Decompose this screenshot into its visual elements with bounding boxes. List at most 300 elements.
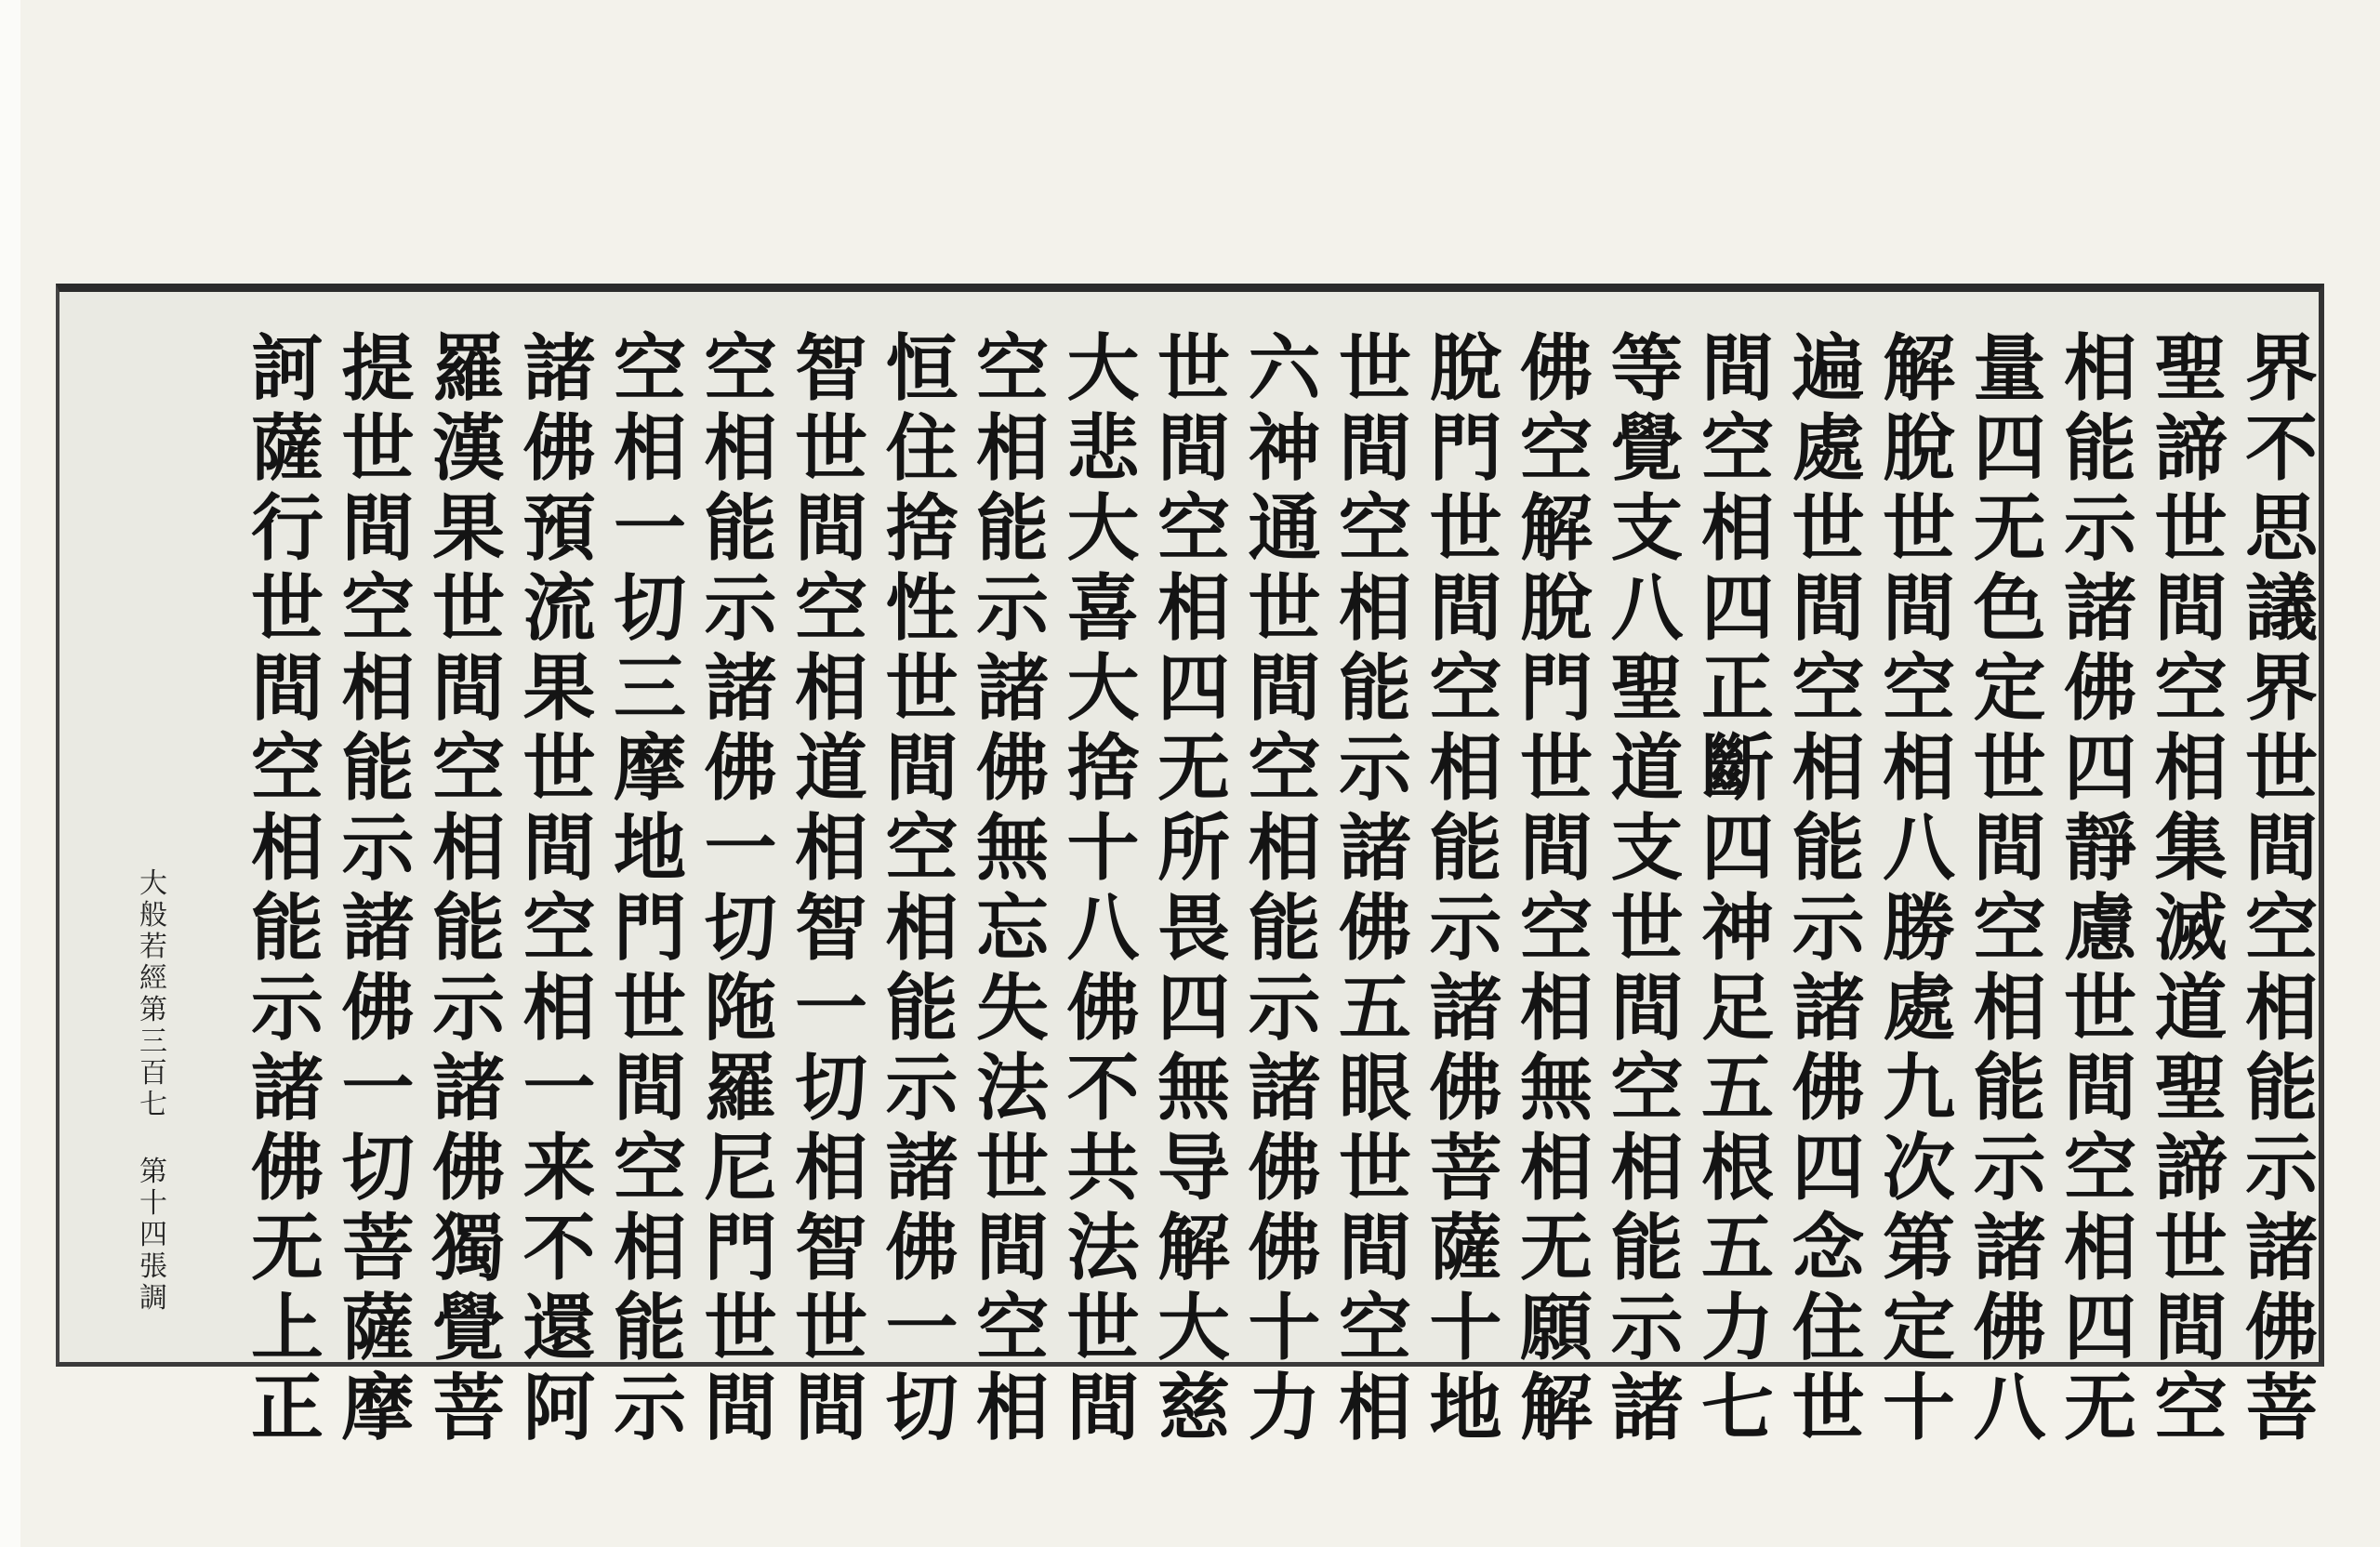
character: 相	[1700, 486, 1774, 571]
character: 示	[1429, 886, 1502, 971]
character: 解	[1882, 326, 1955, 411]
character: 悲	[1066, 406, 1140, 491]
character: 佛	[975, 726, 1049, 811]
character: 空	[1429, 646, 1502, 731]
character: 空	[1973, 886, 2046, 971]
character: 議	[2244, 566, 2318, 651]
text-column-23	[231, 326, 343, 1450]
character: 世	[1519, 726, 1593, 811]
character: 佛	[885, 1206, 959, 1290]
character: 捨	[1066, 726, 1140, 811]
colophon-character: 若	[139, 931, 167, 963]
character: 解	[1157, 1206, 1230, 1290]
character: 五	[1338, 966, 1411, 1051]
character: 諸	[1429, 966, 1502, 1051]
character: 世	[1610, 886, 1684, 971]
character: 摩	[613, 726, 686, 811]
character: 佛	[1973, 1286, 2046, 1370]
character: 世	[250, 566, 324, 651]
character: 世	[1792, 486, 1865, 571]
character: 一	[794, 966, 867, 1051]
character: 空	[1519, 406, 1593, 491]
character: 世	[1338, 326, 1411, 411]
character: 提	[341, 326, 415, 411]
character: 還	[522, 1286, 596, 1370]
character: 示	[1248, 966, 1321, 1051]
character: 地	[613, 806, 686, 891]
character: 諸	[1338, 806, 1411, 891]
character: 果	[522, 646, 596, 731]
colophon-character: 三	[139, 1025, 167, 1058]
character: 相	[2244, 966, 2318, 1051]
character: 智	[794, 886, 867, 971]
character: 无	[1519, 1206, 1593, 1290]
character: 十	[1429, 1286, 1502, 1370]
character: 相	[1248, 806, 1321, 891]
character: 念	[1792, 1206, 1865, 1290]
character: 能	[1610, 1206, 1684, 1290]
character: 間	[2063, 1046, 2136, 1130]
character: 解	[1519, 1366, 1593, 1450]
character: 能	[1429, 806, 1502, 891]
character: 世	[1066, 1286, 1140, 1370]
character: 能	[250, 886, 324, 971]
character: 空	[2063, 1126, 2136, 1210]
character: 世	[794, 406, 867, 491]
character: 切	[341, 1126, 415, 1210]
colophon-character: 調	[139, 1282, 167, 1315]
character: 能	[341, 726, 415, 811]
character: 斷	[1700, 726, 1774, 811]
character: 上	[250, 1286, 324, 1370]
character: 薩	[250, 406, 324, 491]
character: 世	[2244, 726, 2318, 811]
character: 相	[1519, 966, 1593, 1051]
character: 八	[1610, 566, 1684, 651]
character: 一	[704, 806, 777, 891]
character: 所	[1157, 806, 1230, 891]
character: 慮	[2063, 886, 2136, 971]
character: 相	[250, 806, 324, 891]
character: 薩	[341, 1286, 415, 1370]
character: 切	[794, 1046, 867, 1130]
character: 住	[1792, 1286, 1865, 1370]
character: 諸	[1248, 1046, 1321, 1130]
character: 能	[2063, 406, 2136, 491]
colophon-line	[130, 868, 177, 1315]
character: 行	[250, 486, 324, 571]
character: 薩	[1429, 1206, 1502, 1290]
character: 七	[1700, 1366, 1774, 1450]
character: 流	[522, 566, 596, 651]
character: 滅	[2154, 886, 2228, 971]
character: 脫	[1519, 566, 1593, 651]
character: 示	[250, 966, 324, 1051]
character: 定	[1973, 646, 2046, 731]
character: 神	[1700, 886, 1774, 971]
character: 示	[1338, 726, 1411, 811]
character: 恒	[885, 326, 959, 411]
colophon-sheet	[139, 1157, 167, 1283]
character: 智	[794, 326, 867, 411]
character: 色	[1973, 566, 2046, 651]
character: 一	[613, 486, 686, 571]
character: 間	[1882, 566, 1955, 651]
character: 相	[1157, 566, 1230, 651]
character: 示	[431, 966, 505, 1051]
character: 相	[1429, 726, 1502, 811]
character: 相	[885, 886, 959, 971]
character: 相	[794, 646, 867, 731]
character: 處	[1792, 406, 1865, 491]
character: 支	[1610, 806, 1684, 891]
character: 示	[704, 566, 777, 651]
character: 空	[975, 1286, 1049, 1370]
character: 間	[794, 486, 867, 571]
character: 能	[1338, 646, 1411, 731]
character: 佛	[431, 1126, 505, 1210]
character: 漢	[431, 406, 505, 491]
character: 根	[1700, 1126, 1774, 1210]
character: 相	[794, 1126, 867, 1210]
character: 相	[2063, 326, 2136, 411]
character: 間	[1700, 326, 1774, 411]
character: 間	[250, 646, 324, 731]
character: 無	[1519, 1046, 1593, 1130]
character: 佛	[1066, 966, 1140, 1051]
character: 喜	[1066, 566, 1140, 651]
character: 門	[1519, 646, 1593, 731]
character: 四	[1700, 566, 1774, 651]
character: 空	[1157, 486, 1230, 571]
character: 定	[1882, 1286, 1955, 1370]
character: 五	[1700, 1206, 1774, 1290]
character: 能	[2244, 1046, 2318, 1130]
character: 无	[1157, 726, 1230, 811]
colophon-character: 般	[139, 899, 167, 932]
character: 切	[704, 886, 777, 971]
character: 相	[613, 1206, 686, 1290]
character: 空	[431, 726, 505, 811]
character: 示	[2063, 486, 2136, 571]
character: 相	[704, 406, 777, 491]
character: 諸	[704, 646, 777, 731]
character: 正	[1700, 646, 1774, 731]
character: 佛	[2063, 646, 2136, 731]
character: 空	[1610, 1046, 1684, 1130]
character: 大	[1066, 646, 1140, 731]
character: 不	[522, 1206, 596, 1290]
character: 切	[613, 566, 686, 651]
character: 大	[1157, 1286, 1230, 1370]
character: 覺	[1610, 406, 1684, 491]
character: 菩	[2244, 1366, 2318, 1450]
character: 六	[1248, 326, 1321, 411]
character: 集	[2154, 806, 2228, 891]
character: 力	[1248, 1366, 1321, 1450]
character: 空	[2154, 1366, 2228, 1450]
character: 法	[975, 1046, 1049, 1130]
character: 世	[885, 646, 959, 731]
woodblock-print-panel	[56, 284, 2324, 1450]
colophon-character: 張	[139, 1250, 167, 1283]
character: 間	[704, 1366, 777, 1450]
character: 間	[431, 646, 505, 731]
character: 一	[885, 1286, 959, 1370]
character: 第	[1882, 1206, 1955, 1290]
character: 諸	[1792, 966, 1865, 1051]
character: 不	[1066, 1046, 1140, 1130]
character: 間	[975, 1206, 1049, 1290]
character: 預	[522, 486, 596, 571]
character: 間	[1338, 406, 1411, 491]
character: 世	[975, 1126, 1049, 1210]
character: 神	[1248, 406, 1321, 491]
character: 遍	[1792, 326, 1865, 411]
character: 界	[2244, 326, 2318, 411]
character: 空	[613, 1126, 686, 1210]
character: 共	[1066, 1126, 1140, 1210]
character: 間	[1248, 646, 1321, 731]
character: 聖	[1610, 646, 1684, 731]
character: 聖	[2154, 326, 2228, 411]
character: 畏	[1157, 886, 1230, 971]
character: 空	[341, 566, 415, 651]
character: 覺	[431, 1286, 505, 1370]
character: 相	[794, 806, 867, 891]
character: 四	[2063, 1286, 2136, 1370]
character: 空	[885, 806, 959, 891]
character: 世	[341, 406, 415, 491]
character: 正	[250, 1366, 324, 1450]
character: 羅	[431, 326, 505, 411]
character: 能	[975, 486, 1049, 571]
character: 世	[794, 1286, 867, 1370]
character: 能	[431, 886, 505, 971]
character: 能	[1248, 886, 1321, 971]
character: 諦	[2154, 1126, 2228, 1210]
character: 次	[1882, 1126, 1955, 1210]
character: 空	[1248, 726, 1321, 811]
character: 諸	[1973, 1206, 2046, 1290]
character: 五	[1700, 1046, 1774, 1130]
character: 訶	[250, 326, 324, 411]
character: 佛	[250, 1126, 324, 1210]
character: 示	[1610, 1286, 1684, 1370]
character: 間	[522, 806, 596, 891]
character: 間	[1610, 966, 1684, 1051]
character: 脫	[1882, 406, 1955, 491]
character: 四	[2063, 726, 2136, 811]
character: 示	[341, 806, 415, 891]
character: 相	[2063, 1206, 2136, 1290]
character: 世	[1973, 726, 2046, 811]
character: 間	[2154, 566, 2228, 651]
character: 處	[1882, 966, 1955, 1051]
character: 間	[1519, 806, 1593, 891]
character: 羅	[704, 1046, 777, 1130]
character: 無	[1157, 1046, 1230, 1130]
character: 獨	[431, 1206, 505, 1290]
character: 四	[1700, 806, 1774, 891]
character: 示	[613, 1366, 686, 1450]
character: 陁	[704, 966, 777, 1051]
character: 諸	[341, 886, 415, 971]
character: 一	[522, 1046, 596, 1130]
character: 世	[704, 1286, 777, 1370]
character: 世	[431, 566, 505, 651]
character: 佛	[1248, 1206, 1321, 1290]
character: 空	[1338, 1286, 1411, 1370]
character: 眼	[1338, 1046, 1411, 1130]
character: 佛	[522, 406, 596, 491]
character: 无	[2063, 1366, 2136, 1450]
character: 示	[1792, 886, 1865, 971]
character: 相	[1519, 1126, 1593, 1210]
character: 一	[341, 1046, 415, 1130]
character: 支	[1610, 486, 1684, 571]
character: 佛	[341, 966, 415, 1051]
character: 佛	[1519, 326, 1593, 411]
character: 导	[1157, 1126, 1230, 1210]
character: 佛	[704, 726, 777, 811]
character: 性	[885, 566, 959, 651]
character: 失	[975, 966, 1049, 1051]
character: 地	[1429, 1366, 1502, 1450]
character: 力	[1700, 1286, 1774, 1370]
character: 間	[613, 1046, 686, 1130]
character: 九	[1882, 1046, 1955, 1130]
colophon-character: 第	[139, 1156, 167, 1188]
character: 世	[1792, 1366, 1865, 1450]
character: 佛	[1792, 1046, 1865, 1130]
character: 世	[1157, 326, 1230, 411]
colophon-character: 經	[139, 962, 167, 995]
character: 世	[1882, 486, 1955, 571]
character: 摩	[341, 1366, 415, 1450]
character: 願	[1519, 1286, 1593, 1370]
character: 相	[2154, 726, 2228, 811]
character: 世	[1338, 1126, 1411, 1210]
character: 菩	[431, 1366, 505, 1450]
character: 示	[2244, 1126, 2318, 1210]
character: 相	[975, 1366, 1049, 1450]
character: 慈	[1157, 1366, 1230, 1450]
colophon-character: 第	[139, 994, 167, 1026]
colophon-character: 四	[139, 1219, 167, 1251]
character: 空	[613, 326, 686, 411]
character: 世	[522, 726, 596, 811]
character: 思	[2244, 486, 2318, 571]
colophon-character: 大	[139, 867, 167, 900]
character: 四	[1157, 646, 1230, 731]
colophon-character: 七	[139, 1089, 167, 1121]
character: 間	[2154, 1286, 2228, 1370]
character: 空	[975, 326, 1049, 411]
character: 八	[1066, 886, 1140, 971]
character: 佛	[1429, 1046, 1502, 1130]
page-edge	[0, 0, 20, 1547]
character: 間	[2244, 806, 2318, 891]
character: 諸	[2063, 566, 2136, 651]
character: 相	[1882, 726, 1955, 811]
character: 世	[2154, 1206, 2228, 1290]
character: 門	[704, 1206, 777, 1290]
colophon-character: 十	[139, 1187, 167, 1220]
character: 示	[975, 566, 1049, 651]
character: 無	[975, 806, 1049, 891]
character: 佛	[1248, 1126, 1321, 1210]
character: 脫	[1429, 326, 1502, 411]
character: 空	[1882, 646, 1955, 731]
character: 佛	[2244, 1286, 2318, 1370]
character: 十	[1248, 1286, 1321, 1370]
character: 相	[613, 406, 686, 491]
character: 捨	[885, 486, 959, 571]
character: 靜	[2063, 806, 2136, 891]
character: 世	[613, 966, 686, 1051]
character: 間	[1973, 806, 2046, 891]
character: 通	[1248, 486, 1321, 571]
character: 界	[2244, 646, 2318, 731]
character: 四	[1973, 406, 2046, 491]
character: 尼	[704, 1126, 777, 1210]
character: 諸	[522, 326, 596, 411]
character: 大	[1066, 326, 1140, 411]
character: 空	[1338, 486, 1411, 571]
character: 相	[431, 806, 505, 891]
character: 相	[1338, 566, 1411, 651]
character: 三	[613, 646, 686, 731]
character: 菩	[341, 1206, 415, 1290]
character: 无	[250, 1206, 324, 1290]
character: 相	[1973, 966, 2046, 1051]
colophon-title	[139, 868, 167, 1121]
character: 解	[1519, 486, 1593, 571]
character: 空	[1700, 406, 1774, 491]
character: 空	[522, 886, 596, 971]
character: 等	[1610, 326, 1684, 411]
character: 空	[250, 726, 324, 811]
colophon-character: 百	[139, 1057, 167, 1090]
character: 相	[1338, 1366, 1411, 1450]
character: 菩	[1429, 1126, 1502, 1210]
character: 十	[1066, 806, 1140, 891]
character: 空	[2244, 886, 2318, 971]
character: 无	[1973, 486, 2046, 571]
character: 示	[1973, 1126, 2046, 1210]
character: 間	[1792, 566, 1865, 651]
character: 八	[1973, 1366, 2046, 1450]
character: 諸	[2244, 1206, 2318, 1290]
character: 法	[1066, 1206, 1140, 1290]
character: 世	[2063, 966, 2136, 1051]
character: 相	[522, 966, 596, 1051]
character: 能	[885, 966, 959, 1051]
character: 十	[1882, 1366, 1955, 1450]
character: 示	[885, 1046, 959, 1130]
character: 大	[1066, 486, 1140, 571]
character: 能	[613, 1286, 686, 1370]
character: 諸	[431, 1046, 505, 1130]
character: 八	[1882, 806, 1955, 891]
character: 世	[1429, 486, 1502, 571]
character: 間	[885, 726, 959, 811]
character: 門	[1429, 406, 1502, 491]
character: 四	[1792, 1126, 1865, 1210]
character: 諸	[1610, 1366, 1684, 1450]
character: 住	[885, 406, 959, 491]
